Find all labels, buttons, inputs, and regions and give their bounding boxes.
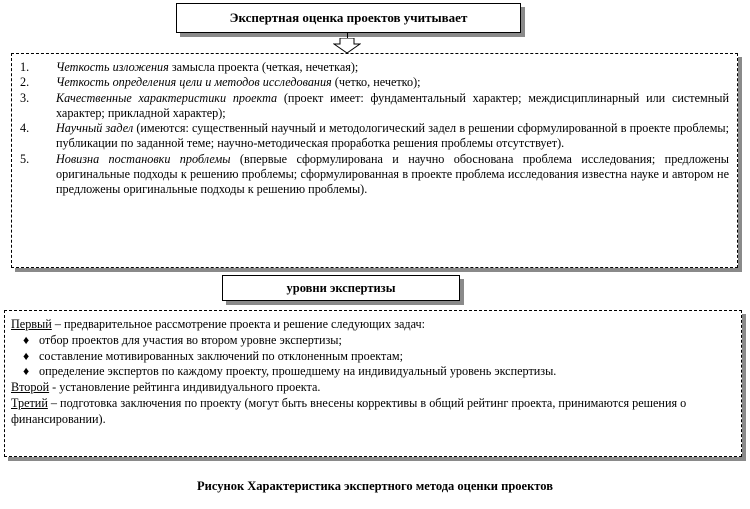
criteria-number: 4. (20, 121, 30, 136)
diamond-icon: ♦ (23, 332, 30, 347)
level-bullet (11, 333, 735, 349)
criteria-term: Качественные характеристики проекта (56, 90, 278, 105)
criteria-description: (проект имеет: фундаментальный характер; междисциплинарный или системный характер; прикладной характер); (56, 90, 729, 120)
title-text: Экспертная оценка проектов учитывает (229, 10, 468, 25)
down-arrow-icon (333, 38, 361, 54)
criteria-item (20, 60, 729, 75)
diamond-icon: ♦ (23, 364, 30, 379)
criteria-term: Новизна постановки проблемы (56, 151, 231, 166)
criteria-list (20, 60, 729, 198)
level-first-text: – предварительное рассмотрение проекта и решение следующих задач: (51, 317, 426, 331)
criteria-text (56, 121, 729, 152)
criteria-item (20, 91, 729, 122)
level-bullet-text: определение экспертов по каждому проекту, прошедшему на индивидуальный уровень экспертизы. (39, 364, 557, 379)
criteria-number: 5. (20, 151, 30, 166)
title-box (176, 3, 521, 33)
criteria-description: (имеются: существенный научный и методологический задел в решении сформулированной в проекте проблемы; публикации по заданной теме; научно-методическая проработка решения проблемы отсутствует). (56, 121, 729, 151)
level-bullet-text: отбор проектов для участия во втором уровне экспертизы; (39, 332, 342, 347)
level-bullet-text: составление мотивированных заключений по отклоненным проектам; (39, 348, 403, 363)
level-third (11, 396, 735, 428)
criteria-item (20, 121, 729, 152)
criteria-term: Научный задел (56, 121, 134, 136)
criteria-item (20, 75, 729, 90)
criteria-description: (впервые сформулирована и научно обоснована проблема исследования; предложены оригинальные подходы к решению проблемы; сформулированная в проекте проблема исследования известна науке и автором не предложены оригинальные подходы к решению проблемы). (56, 151, 729, 197)
criteria-text (56, 152, 729, 198)
level-bullet (11, 364, 735, 380)
criteria-box (11, 53, 738, 268)
level-second-text: - установление рейтинга индивидуального проекта. (49, 380, 321, 395)
level-first-label: Первый (11, 317, 52, 331)
levels-label-box (222, 275, 460, 301)
level-first (11, 317, 735, 333)
criteria-text (56, 91, 729, 122)
criteria-number: 1. (20, 60, 30, 74)
criteria-item (20, 152, 729, 198)
level-second-label: Второй (11, 380, 50, 395)
criteria-term: Четкость определения цели и методов исследования (56, 75, 332, 90)
level-bullet (11, 349, 735, 365)
criteria-number: 3. (20, 90, 30, 105)
criteria-term: Четкость изложения (56, 60, 169, 74)
criteria-text (56, 60, 729, 75)
criteria-description: замысла проекта (четкая, нечеткая); (168, 60, 359, 74)
diamond-icon: ♦ (23, 348, 30, 363)
level-second (11, 380, 735, 396)
figure-caption: Рисунок Характеристика экспертного метода оценки проектов (197, 479, 553, 493)
criteria-text (56, 75, 729, 90)
level-third-text: – подготовка заключения по проекту (могут быть внесены коррективы в общий рейтинг проекта, принимаются решения о финансировании). (11, 395, 687, 426)
levels-box (4, 310, 742, 457)
criteria-number: 2. (20, 75, 30, 90)
levels-label: уровни экспертизы (286, 281, 396, 295)
level-third-label: Третий (11, 395, 48, 410)
criteria-description: (четко, нечетко); (331, 75, 421, 90)
